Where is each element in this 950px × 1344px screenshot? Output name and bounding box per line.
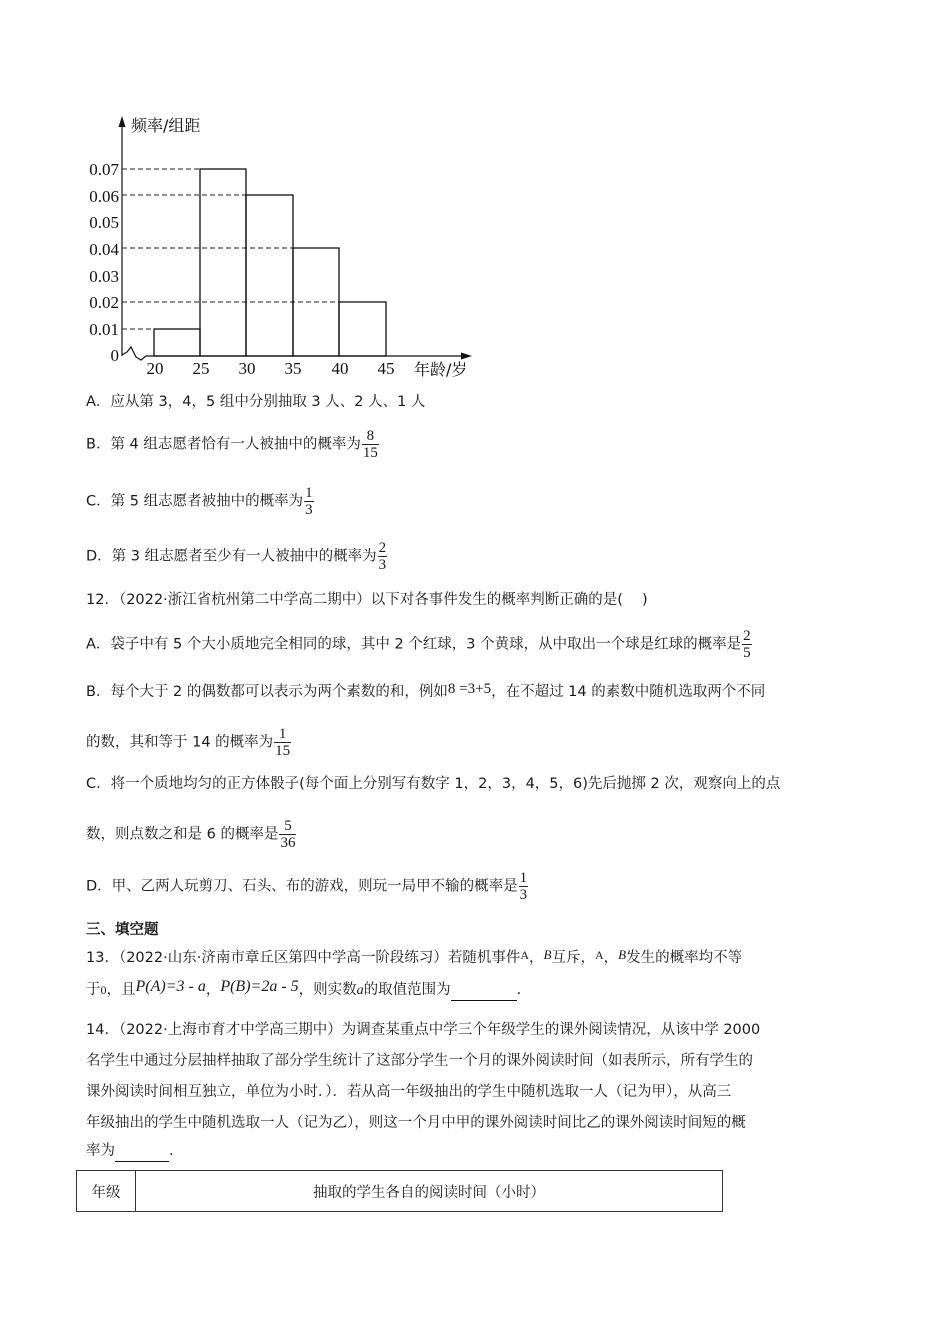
bar-25-30 [200, 169, 246, 356]
option-text: 数，则点数之和是 6 的概率是 [86, 826, 279, 843]
q11-option-c [86, 485, 314, 518]
q13-line2: 于0，且P(A)=3 - a，P(B)=2a - 5，则实数a的取值范围为 . [86, 980, 521, 1001]
svg-text:0.07: 0.07 [89, 160, 119, 179]
section-heading-fill-in-blank: 三、填空题 [86, 922, 159, 938]
option-label: C． [86, 776, 111, 792]
q12-option-b-line2 [86, 726, 291, 759]
question-number: 14． [86, 1022, 119, 1038]
option-text: 将一个质地均匀的正方体骰子(每个面上分别写有数字 1，2，3，4，5，6)先后抛掷 2 次，观察向上的点 [110, 776, 781, 792]
svg-text:0.05: 0.05 [89, 213, 119, 232]
bar-30-35 [246, 195, 293, 356]
svg-text:0.06: 0.06 [89, 187, 119, 206]
y-axis-arrow-icon [119, 116, 126, 127]
q12-option-c-line2 [86, 818, 296, 851]
fraction: $\frac{8}{15}$ [362, 428, 378, 461]
bar-20-25 [154, 329, 200, 356]
q12-option-a [86, 628, 752, 661]
svg-text:0.01: 0.01 [89, 320, 119, 339]
option-text: ，在不超过 14 的素数中随机选取两个不同 [491, 684, 766, 700]
dashed-reference-lines [122, 169, 339, 329]
svg-text:35: 35 [284, 359, 302, 378]
question-number: 12． [86, 592, 119, 608]
y-tick-labels [89, 160, 119, 365]
zero-value: 0 [100, 983, 107, 997]
option-text: 甲、乙两人玩剪刀、石头、布的游戏，则玩一局甲不输的概率是 [111, 878, 518, 895]
x-tick-labels [147, 359, 395, 378]
q14-line2: 名学生中通过分层抽样抽取了部分学生统计了这部分学生一个月的课外阅读时间（如表所示，所有学生的 [86, 1053, 753, 1069]
q12-option-c-line1 [86, 774, 780, 794]
table-header-reading-time: 抽取的学生各自的阅读时间（小时） [136, 1171, 723, 1212]
q14-line1: 14．（2022·上海市育才中学高三期中）为调查某重点中学三个年级学生的课外阅读情况，从该中学 2000 [86, 1022, 761, 1038]
q13-line1: 13．（2022·山东·济南市章丘区第四中学高一阶段练习）若随机事件$^A$，B互斥，$^A$，B发生的概率均不等 [86, 947, 743, 966]
q14-line4: 年级抽出的学生中随机选取一人（记为乙），则这一个月中甲的课外阅读时间比乙的课外阅读时间短的概 [86, 1115, 746, 1131]
q12-stem [86, 590, 648, 610]
q14-line5: 率为 . [86, 1141, 174, 1162]
question-number: 13． [86, 950, 119, 966]
q12-option-b-line1 [86, 682, 765, 702]
option-text: 的数，其和等于 14 的概率为 [86, 734, 274, 751]
option-label: C． [86, 493, 111, 510]
q11-option-d [86, 540, 387, 573]
var-b: B [543, 947, 552, 962]
fraction: $\frac{1}{15}$ [275, 726, 291, 759]
svg-text:0.03: 0.03 [89, 267, 119, 286]
option-label: A． [86, 636, 111, 653]
option-text: 第 5 组志愿者被抽中的概率为 [110, 493, 304, 510]
svg-text:0: 0 [110, 346, 119, 365]
table-header-grade: 年级 [77, 1171, 136, 1212]
fraction: $\frac{5}{36}$ [280, 818, 296, 851]
q12-option-d [86, 870, 528, 903]
svg-text:0.04: 0.04 [89, 240, 119, 259]
option-label: A． [86, 394, 111, 410]
q14-line3: 课外阅读时间相互独立，单位为小时．）．若从高一年级抽出的学生中随机选取一人（记为甲），从高三 [86, 1084, 732, 1100]
svg-text:40: 40 [331, 359, 349, 378]
x-axis-arrow-icon [461, 353, 472, 360]
svg-text:30: 30 [238, 359, 256, 378]
var-b: B [618, 947, 627, 962]
q11-option-a [86, 392, 425, 412]
bar-40-45 [339, 302, 386, 356]
svg-text:0.02: 0.02 [89, 293, 119, 312]
option-text: 应从第 3，4，5 组中分别抽取 3 人、2 人、1 人 [110, 394, 426, 410]
prob-b-expression: P(B)=2a - 5 [220, 978, 299, 995]
var-a: A [520, 948, 529, 962]
var-a-lower: a [356, 983, 364, 998]
y-axis-label: 频率/组距 [131, 116, 201, 135]
option-label: D． [86, 878, 112, 895]
option-label: D． [86, 548, 112, 565]
question-source: （2022·上海市育才中学高三期中） [118, 1022, 342, 1038]
var-a: A [594, 948, 604, 962]
prob-a-expression: P(A)=3 - a [135, 978, 206, 995]
svg-text:20: 20 [146, 359, 164, 378]
option-label: B． [86, 684, 111, 700]
option-text: 袋子中有 5 个大小质地完全相同的球，其中 2 个红球，3 个黄球，从中取出一个球是红球的概率是 [110, 636, 742, 653]
table-header-row [77, 1171, 723, 1212]
svg-text:45: 45 [377, 359, 395, 378]
histogram-bars [154, 169, 386, 356]
answer-blank [115, 1141, 169, 1162]
x-axis-label: 年龄/岁 [414, 360, 468, 379]
math-expression: 8 =3+5 [447, 681, 492, 697]
age-frequency-histogram [0, 0, 500, 390]
fraction: $\frac{1}{3}$ [519, 870, 528, 903]
option-text: 第 3 组志愿者至少有一人被抽中的概率为 [111, 548, 377, 565]
option-text: 第 4 组志愿者恰有一人被抽中的概率为 [110, 436, 361, 453]
option-label: B． [86, 436, 111, 453]
answer-blank [451, 980, 517, 1001]
question-source: （2022·山东·济南市章丘区第四中学高一阶段练习） [118, 950, 448, 966]
q11-option-b [86, 428, 379, 461]
reading-time-table [76, 1170, 723, 1212]
svg-text:25: 25 [192, 359, 210, 378]
fraction: $\frac{2}{5}$ [743, 628, 751, 661]
fraction: $\frac{2}{3}$ [378, 540, 387, 573]
fraction: $\frac{1}{3}$ [305, 485, 313, 518]
question-source: （2022·浙江省杭州第二中学高二期中） [118, 592, 371, 608]
question-stem: 以下对各事件发生的概率判断正确的是( ) [370, 592, 648, 608]
option-text: 每个大于 2 的偶数都可以表示为两个素数的和，例如 [110, 684, 448, 700]
